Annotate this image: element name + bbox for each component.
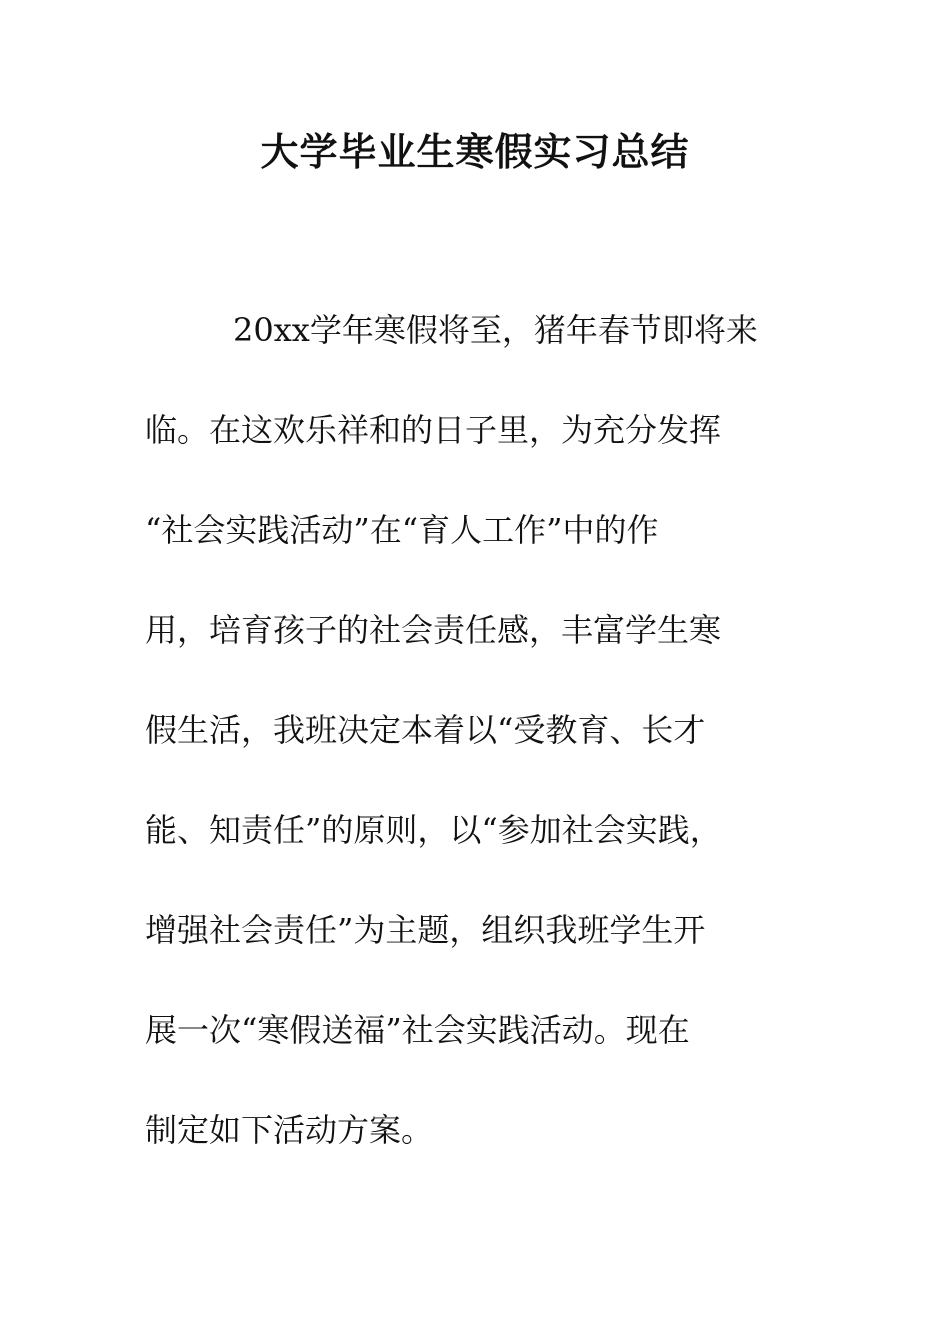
paragraph-line: 假生活，我班决定本着以“受教育、长才	[145, 711, 706, 749]
paragraph-line: 临。在这欢乐祥和的日子里，为充分发挥	[145, 411, 722, 449]
paragraph-line: 展一次“寒假送福”社会实践活动。现在	[145, 1011, 690, 1049]
document-title: 大学毕业生寒假实习总结	[260, 130, 690, 174]
paragraph-line: “社会实践活动”在“育人工作”中的作	[145, 511, 659, 549]
paragraph-line: 能、知责任”的原则，以“参加社会实践，	[145, 811, 722, 849]
paragraph-line: 制定如下活动方案。	[145, 1111, 434, 1149]
paragraph-line: 用，培育孩子的社会责任感，丰富学生寒	[145, 611, 722, 649]
paragraph-line: 20xx学年寒假将至，猪年春节即将来	[233, 311, 758, 349]
paragraph-line: 增强社会责任”为主题，组织我班学生开	[145, 911, 706, 949]
